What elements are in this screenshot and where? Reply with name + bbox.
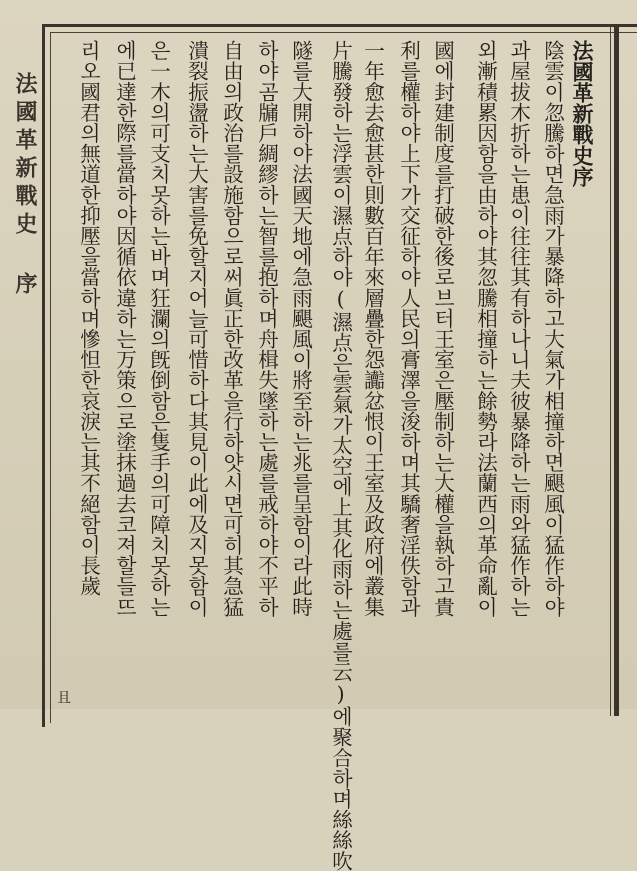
preface-column: 에已達한際를當하야因循依違하는万策으로塗抹過去코져할들뜨 [112, 40, 137, 617]
page-margin [0, 0, 46, 709]
text-frame-right-rule-thin [610, 26, 611, 716]
preface-column: 陰雲이忽騰하면急雨가暴降하고大氣가相撞하면颶風이猛作하야 [540, 40, 565, 617]
preface-column: 國에封建制度를打破한後로브터王室은壓制하는大權을執하고貴 [430, 40, 455, 617]
preface-column: 은一木의可支치못하는바며狂瀾의旣倒함은隻手의可障치못하는 [146, 40, 171, 617]
preface-column: 리오國君의無道한抑壓을當하며慘怛한哀淚는其不絕함이長歲 [76, 40, 101, 597]
preface-heading: 法國革新戰史序 [570, 40, 595, 187]
preface-column: 利를權하야上下가交征하야人民의膏澤을浚하며其驕奢淫佚함과 [396, 40, 421, 617]
preface-column: 隧를大開하야法國天地에急雨颶風이將至하는兆를呈함이라此時 [288, 40, 313, 617]
preface-column: 自由의政治를設施함으로써眞正한改革을行하얏시면可히其急猛 [219, 40, 244, 617]
preface-column: 一年愈去愈甚한則數百年來層疊한怨讟忿恨이王室及政府에叢集 [360, 40, 385, 617]
preface-column: 片騰發하는浮雲이濕点하야(濕点은雲氣가太空에上其化雨하는處를云)에聚合하며絲絲吹 [328, 40, 353, 871]
preface-column: 하야곰牖戶綢繆하는智를抱하며舟楫失墜하는處를戒하야不平하 [254, 40, 279, 617]
preface-column: 외漸積累因함을由하야其忽騰相撞하는餘勢라法蘭西의革命亂이 [473, 40, 498, 617]
preface-column-fragment: 且 [55, 690, 71, 704]
margin-section-label: 序 [12, 272, 38, 294]
preface-column: 과屋拔木折하는患이往往其有하나니夫彼暴降하는雨와猛作하는 [506, 40, 531, 617]
margin-book-title: 法國革新戰史 [12, 72, 38, 240]
preface-column: 潰裂振盪하는大害를免할지어늘可惜하다其見이此에及지못함이 [184, 40, 209, 617]
text-frame-right-rule [614, 26, 619, 716]
